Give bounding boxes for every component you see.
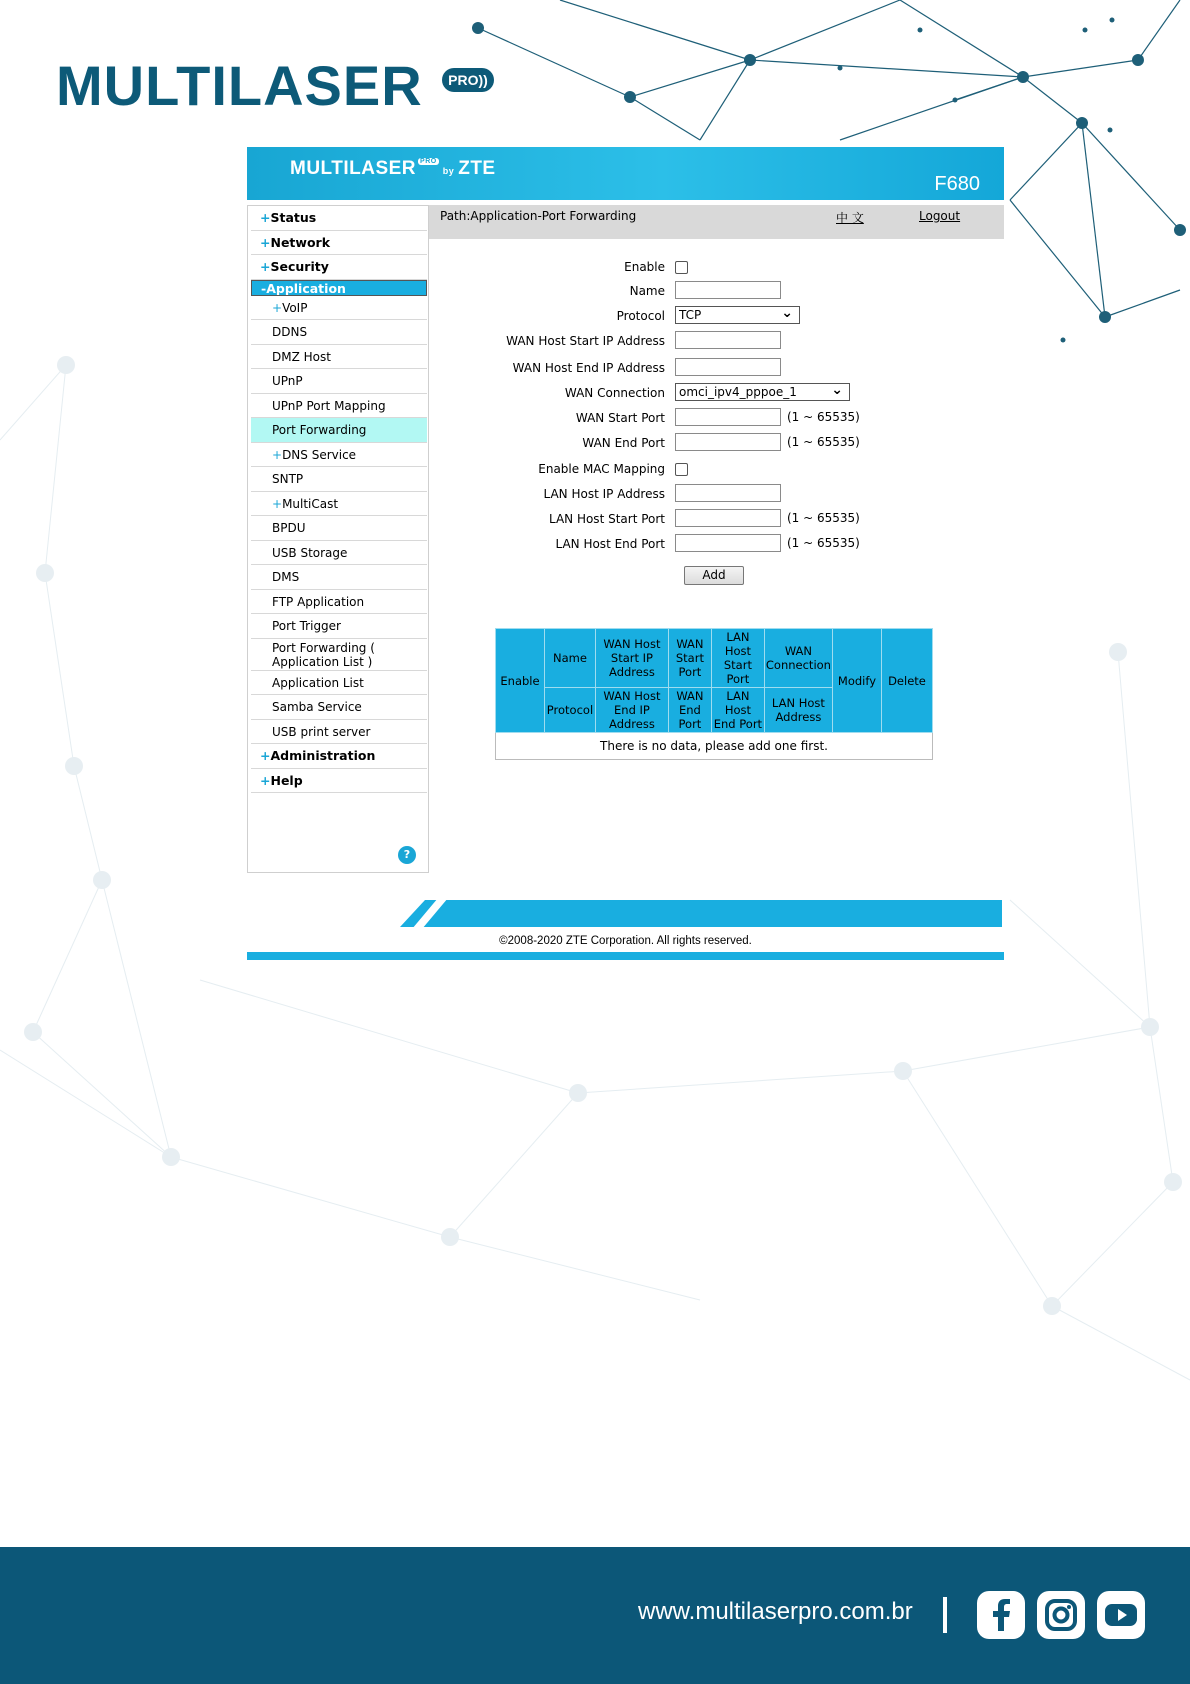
col-lan-host-start-port: LAN Host Start Port <box>711 629 764 688</box>
wan-end-port-row <box>429 433 1004 455</box>
enable-mac-label: Enable MAC Mapping <box>538 462 665 476</box>
sidebar-item-upnp-port-mapping[interactable] <box>251 394 427 419</box>
help-icon[interactable]: ? <box>398 846 416 864</box>
sidebar-item-usb-storage[interactable] <box>251 541 427 566</box>
expand-icon: + <box>260 772 271 788</box>
name-label: Name <box>629 284 665 298</box>
wan-host-end-input[interactable] <box>675 358 781 376</box>
col-lan-host-address: LAN Host Address <box>764 688 832 733</box>
sidebar-item-ftp-application[interactable] <box>251 590 427 615</box>
sidebar-item-label: DMS <box>272 570 300 584</box>
sidebar-item-label: Security <box>270 259 329 274</box>
chevron-down-icon: ⌄ <box>781 305 793 321</box>
router-logo-text: MULTILASER <box>290 158 417 179</box>
sidebar-item-label: Network <box>270 234 331 250</box>
lan-host-ip-label: LAN Host IP Address <box>543 487 665 501</box>
sidebar-item-port-forwarding[interactable] <box>251 418 427 443</box>
sidebar-item-dms[interactable] <box>251 565 427 590</box>
footer-separator <box>943 1597 947 1633</box>
port-range-hint: (1 ~ 65535) <box>787 511 860 525</box>
sidebar-item-label: Port Forwarding <box>272 423 367 437</box>
wan-start-port-row <box>429 408 1004 430</box>
col-wan-start-port: WAN Start Port <box>668 629 711 688</box>
sidebar-item-label: DNS Service <box>282 447 357 462</box>
website-link[interactable]: www.multilaserpro.com.br <box>638 1598 913 1625</box>
lan-host-ip-row <box>429 484 1004 506</box>
wan-connection-value: omci_ipv4_pppoe_1 <box>679 385 797 399</box>
enable-mac-checkbox[interactable] <box>675 463 688 476</box>
port-range-hint: (1 ~ 65535) <box>787 410 860 424</box>
add-row <box>429 566 1004 588</box>
sidebar-item-dns-service[interactable] <box>251 443 427 468</box>
sidebar-item-label: VoIP <box>282 300 308 315</box>
col-delete: Delete <box>881 629 932 733</box>
sidebar-menu <box>251 206 427 793</box>
expand-icon: + <box>260 259 271 274</box>
lan-host-start-port-input[interactable] <box>675 509 781 527</box>
sidebar-item-label: Help <box>270 772 303 788</box>
col-wan-connection: WAN Connection <box>764 629 832 688</box>
router-header <box>247 147 1004 202</box>
youtube-icon[interactable] <box>1097 1591 1145 1639</box>
sidebar-item-port-forwarding-application-list[interactable] <box>251 639 427 671</box>
expand-icon: + <box>272 300 283 315</box>
sidebar-item-multicast[interactable] <box>251 492 427 517</box>
pro-badge: PRO)) <box>442 68 494 92</box>
col-modify: Modify <box>832 629 881 733</box>
lan-host-start-port-row <box>429 509 1004 531</box>
sidebar-item-label: BPDU <box>272 521 306 535</box>
col-enable: Enable <box>496 629 545 733</box>
sidebar-item-label: Samba Service <box>272 700 362 714</box>
sidebar-item-bpdu[interactable] <box>251 516 427 541</box>
sidebar-item-label: DDNS <box>272 325 308 339</box>
sidebar-item-label: Application <box>266 280 346 296</box>
wan-start-port-input[interactable] <box>675 408 781 426</box>
sidebar-item-administration[interactable] <box>251 744 427 769</box>
expand-icon: + <box>260 748 271 763</box>
copyright: ©2008-2020 ZTE Corporation. All rights reserved. <box>499 935 752 947</box>
sidebar-item-label: Port Trigger <box>272 619 341 633</box>
main-content <box>429 205 1004 871</box>
wan-start-port-label: WAN Start Port <box>575 411 665 425</box>
sidebar-item-usb-print-server[interactable] <box>251 720 427 745</box>
logout-link[interactable]: Logout <box>919 209 961 223</box>
name-row <box>429 281 1004 303</box>
sidebar-item-label: MultiCast <box>282 496 339 511</box>
multilaser-logo: MULTILASER <box>56 54 423 117</box>
enable-checkbox[interactable] <box>675 261 688 274</box>
instagram-icon[interactable] <box>1037 1591 1085 1639</box>
router-header-logo <box>290 158 496 180</box>
sidebar-item-label: Status <box>270 210 317 225</box>
sidebar-item-help[interactable] <box>251 769 427 794</box>
sidebar-item-label: Port Forwarding ( Application List ) <box>272 640 375 669</box>
router-logo-vendor: ZTE <box>458 158 496 179</box>
protocol-select[interactable] <box>675 306 800 324</box>
router-bottom-line <box>247 952 1004 960</box>
expand-icon: + <box>272 496 283 511</box>
wan-connection-row <box>429 383 1004 405</box>
wan-connection-label: WAN Connection <box>564 386 665 400</box>
expand-icon: + <box>272 447 283 462</box>
router-logo-by: by <box>442 166 455 176</box>
lan-host-start-port-label: LAN Host Start Port <box>548 512 665 526</box>
sidebar-item-label: UPnP <box>272 374 303 388</box>
router-model: F680 <box>934 173 980 195</box>
enable-mac-row <box>429 459 1004 481</box>
wan-connection-select[interactable] <box>675 383 850 401</box>
add-button[interactable]: Add <box>684 566 744 585</box>
enable-label: Enable <box>624 260 665 274</box>
sidebar-item-security[interactable] <box>251 255 427 280</box>
sidebar-item-label: USB Storage <box>272 545 348 560</box>
language-link[interactable]: 中 文 <box>836 211 864 225</box>
col-lan-host-end-port: LAN Host End Port <box>711 688 764 733</box>
protocol-value: TCP <box>679 308 702 322</box>
sidebar-item-label: FTP Application <box>272 594 365 609</box>
path-bar <box>429 205 1004 239</box>
sidebar-item-dmz-host[interactable] <box>251 345 427 370</box>
sidebar-item-sntp[interactable] <box>251 467 427 492</box>
sidebar-item-label: UPnP Port Mapping <box>272 398 386 413</box>
page-footer <box>0 1547 1190 1684</box>
col-protocol: Protocol <box>544 688 595 733</box>
lan-host-end-port-row <box>429 534 1004 556</box>
chevron-down-icon: ⌄ <box>831 382 843 398</box>
sidebar-item-upnp[interactable] <box>251 369 427 394</box>
sidebar-item-label: DMZ Host <box>272 349 331 364</box>
wan-host-start-row <box>429 331 1004 353</box>
sidebar-item-voip[interactable] <box>251 296 427 321</box>
sidebar-item-port-trigger[interactable] <box>251 614 427 639</box>
sidebar-item-label: Administration <box>270 748 376 763</box>
port-range-hint: (1 ~ 65535) <box>787 536 860 550</box>
sidebar-item-label: Application List <box>272 675 364 690</box>
rules-table <box>495 628 933 760</box>
col-wan-end-port: WAN End Port <box>668 688 711 733</box>
enable-row <box>429 257 1004 279</box>
protocol-label: Protocol <box>616 309 665 323</box>
lan-host-end-port-label: LAN Host End Port <box>555 537 665 551</box>
wan-host-end-row <box>429 358 1004 380</box>
wan-host-end-label: WAN Host End IP Address <box>512 361 665 375</box>
expand-icon: + <box>260 234 271 250</box>
name-input[interactable] <box>675 281 781 299</box>
protocol-row <box>429 306 1004 328</box>
wan-end-port-label: WAN End Port <box>582 436 665 450</box>
col-name: Name <box>544 629 595 688</box>
sidebar <box>247 205 429 873</box>
lan-host-ip-input[interactable] <box>675 484 781 502</box>
sidebar-item-samba-service[interactable] <box>251 695 427 720</box>
port-range-hint: (1 ~ 65535) <box>787 435 860 449</box>
router-logo-pro: PRO <box>420 158 437 165</box>
expand-icon: + <box>260 210 271 225</box>
col-wan-host-start: WAN Host Start IP Address <box>595 629 668 688</box>
sidebar-item-application[interactable] <box>251 280 427 296</box>
lan-host-end-port-input[interactable] <box>675 534 781 552</box>
wan-host-start-input[interactable] <box>675 331 781 349</box>
sidebar-item-application-list[interactable] <box>251 671 427 696</box>
sidebar-item-network[interactable] <box>251 231 427 256</box>
sidebar-item-label: SNTP <box>272 472 304 486</box>
col-wan-host-end: WAN Host End IP Address <box>595 688 668 733</box>
breadcrumb: Path:Application-Port Forwarding <box>440 209 637 223</box>
table-empty-message: There is no data, please add one first. <box>496 733 933 760</box>
facebook-icon[interactable] <box>977 1591 1025 1639</box>
sidebar-item-label: USB print server <box>272 724 371 739</box>
sidebar-item-status[interactable] <box>251 206 427 231</box>
collapse-icon: - <box>261 280 267 296</box>
sidebar-item-ddns[interactable] <box>251 320 427 345</box>
router-admin-panel <box>247 147 1004 961</box>
wan-host-start-label: WAN Host Start IP Address <box>506 334 665 348</box>
router-footer-stripe <box>400 900 1002 927</box>
wan-end-port-input[interactable] <box>675 433 781 451</box>
